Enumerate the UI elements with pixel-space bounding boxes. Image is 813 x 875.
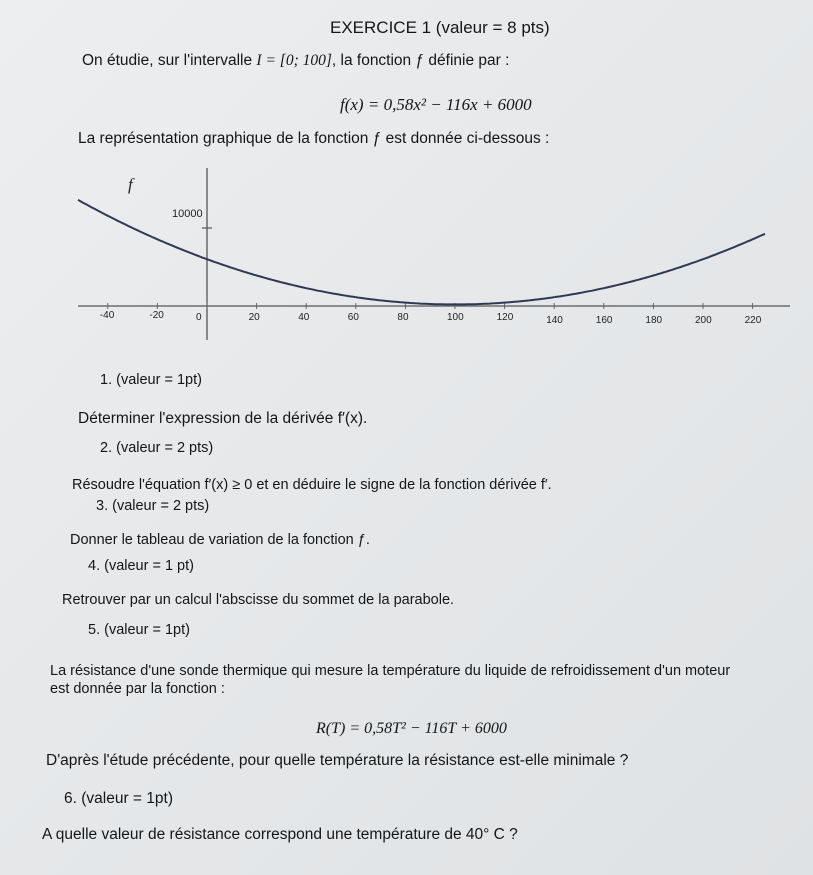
q6-body: A quelle valeur de résistance correspond une température de 40° C ? — [42, 826, 518, 843]
q2-header: 2. (valeur = 2 pts) — [100, 440, 214, 456]
intro-interval: I = [0; 100] — [256, 52, 332, 69]
function-chart — [0, 150, 813, 350]
resistance-definition: R(T) = 0,58T² − 116T + 6000 — [316, 720, 507, 737]
x-tick-label: -20 — [149, 310, 164, 321]
x-tick-label: 40 — [298, 312, 310, 323]
x-tick-label: 140 — [546, 315, 563, 326]
curve-label: f — [128, 175, 133, 194]
intro-text-before: On étudie, sur l'intervalle — [82, 52, 253, 69]
intro-text-after: , la fonction ƒ définie par : — [331, 52, 510, 69]
q4-body: Retrouver par un calcul l'abscisse du sommet de la parabole. — [62, 592, 455, 608]
q5-header: 5. (valeur = 1pt) — [88, 622, 190, 638]
x-tick-label: 220 — [744, 315, 762, 326]
q5-body-line2: est donnée par la fonction : — [50, 681, 225, 697]
graph-intro: La représentation graphique de la fonction ƒ est donnée ci-dessous : — [78, 130, 550, 147]
exercise-title: EXERCICE 1 (valeur = 8 pts) — [330, 18, 550, 37]
x-tick-label: 200 — [695, 315, 712, 326]
q3-body: Donner le tableau de variation de la fonction ƒ. — [70, 532, 370, 548]
x-tick-label: 120 — [496, 312, 514, 323]
q1-body: Déterminer l'expression de la dérivée f′(x). — [78, 410, 368, 427]
x-tick-label: 180 — [645, 315, 663, 326]
x-tick-label: 60 — [347, 312, 359, 323]
x-tick-label: 0 — [196, 312, 202, 323]
x-tick-label: 80 — [397, 312, 409, 323]
x-tick-label: 160 — [595, 315, 613, 326]
q1-header: 1. (valeur = 1pt) — [100, 372, 202, 388]
q4-header: 4. (valeur = 1 pt) — [88, 558, 194, 574]
x-tick-label: -40 — [99, 310, 115, 321]
q5-body: La résistance d'une sonde thermique qui mesure la température du liquide de refroidissement d'un moteur — [50, 663, 731, 679]
y-tick-label: 10000 — [172, 208, 203, 220]
function-definition: f(x) = 0,58x² − 116x + 6000 — [340, 95, 532, 114]
x-tick-label: 100 — [447, 312, 464, 323]
q2-body: Résoudre l'équation f′(x) ≥ 0 et en déduire le signe de la fonction dérivée f′. — [72, 477, 552, 493]
q3-header: 3. (valeur = 2 pts) — [96, 498, 210, 514]
q5-question: D'après l'étude précédente, pour quelle température la résistance est-elle minimale ? — [46, 752, 629, 769]
intro-line — [82, 52, 509, 70]
q6-header: 6. (valeur = 1pt) — [64, 790, 173, 807]
x-tick-label: 20 — [248, 312, 260, 323]
